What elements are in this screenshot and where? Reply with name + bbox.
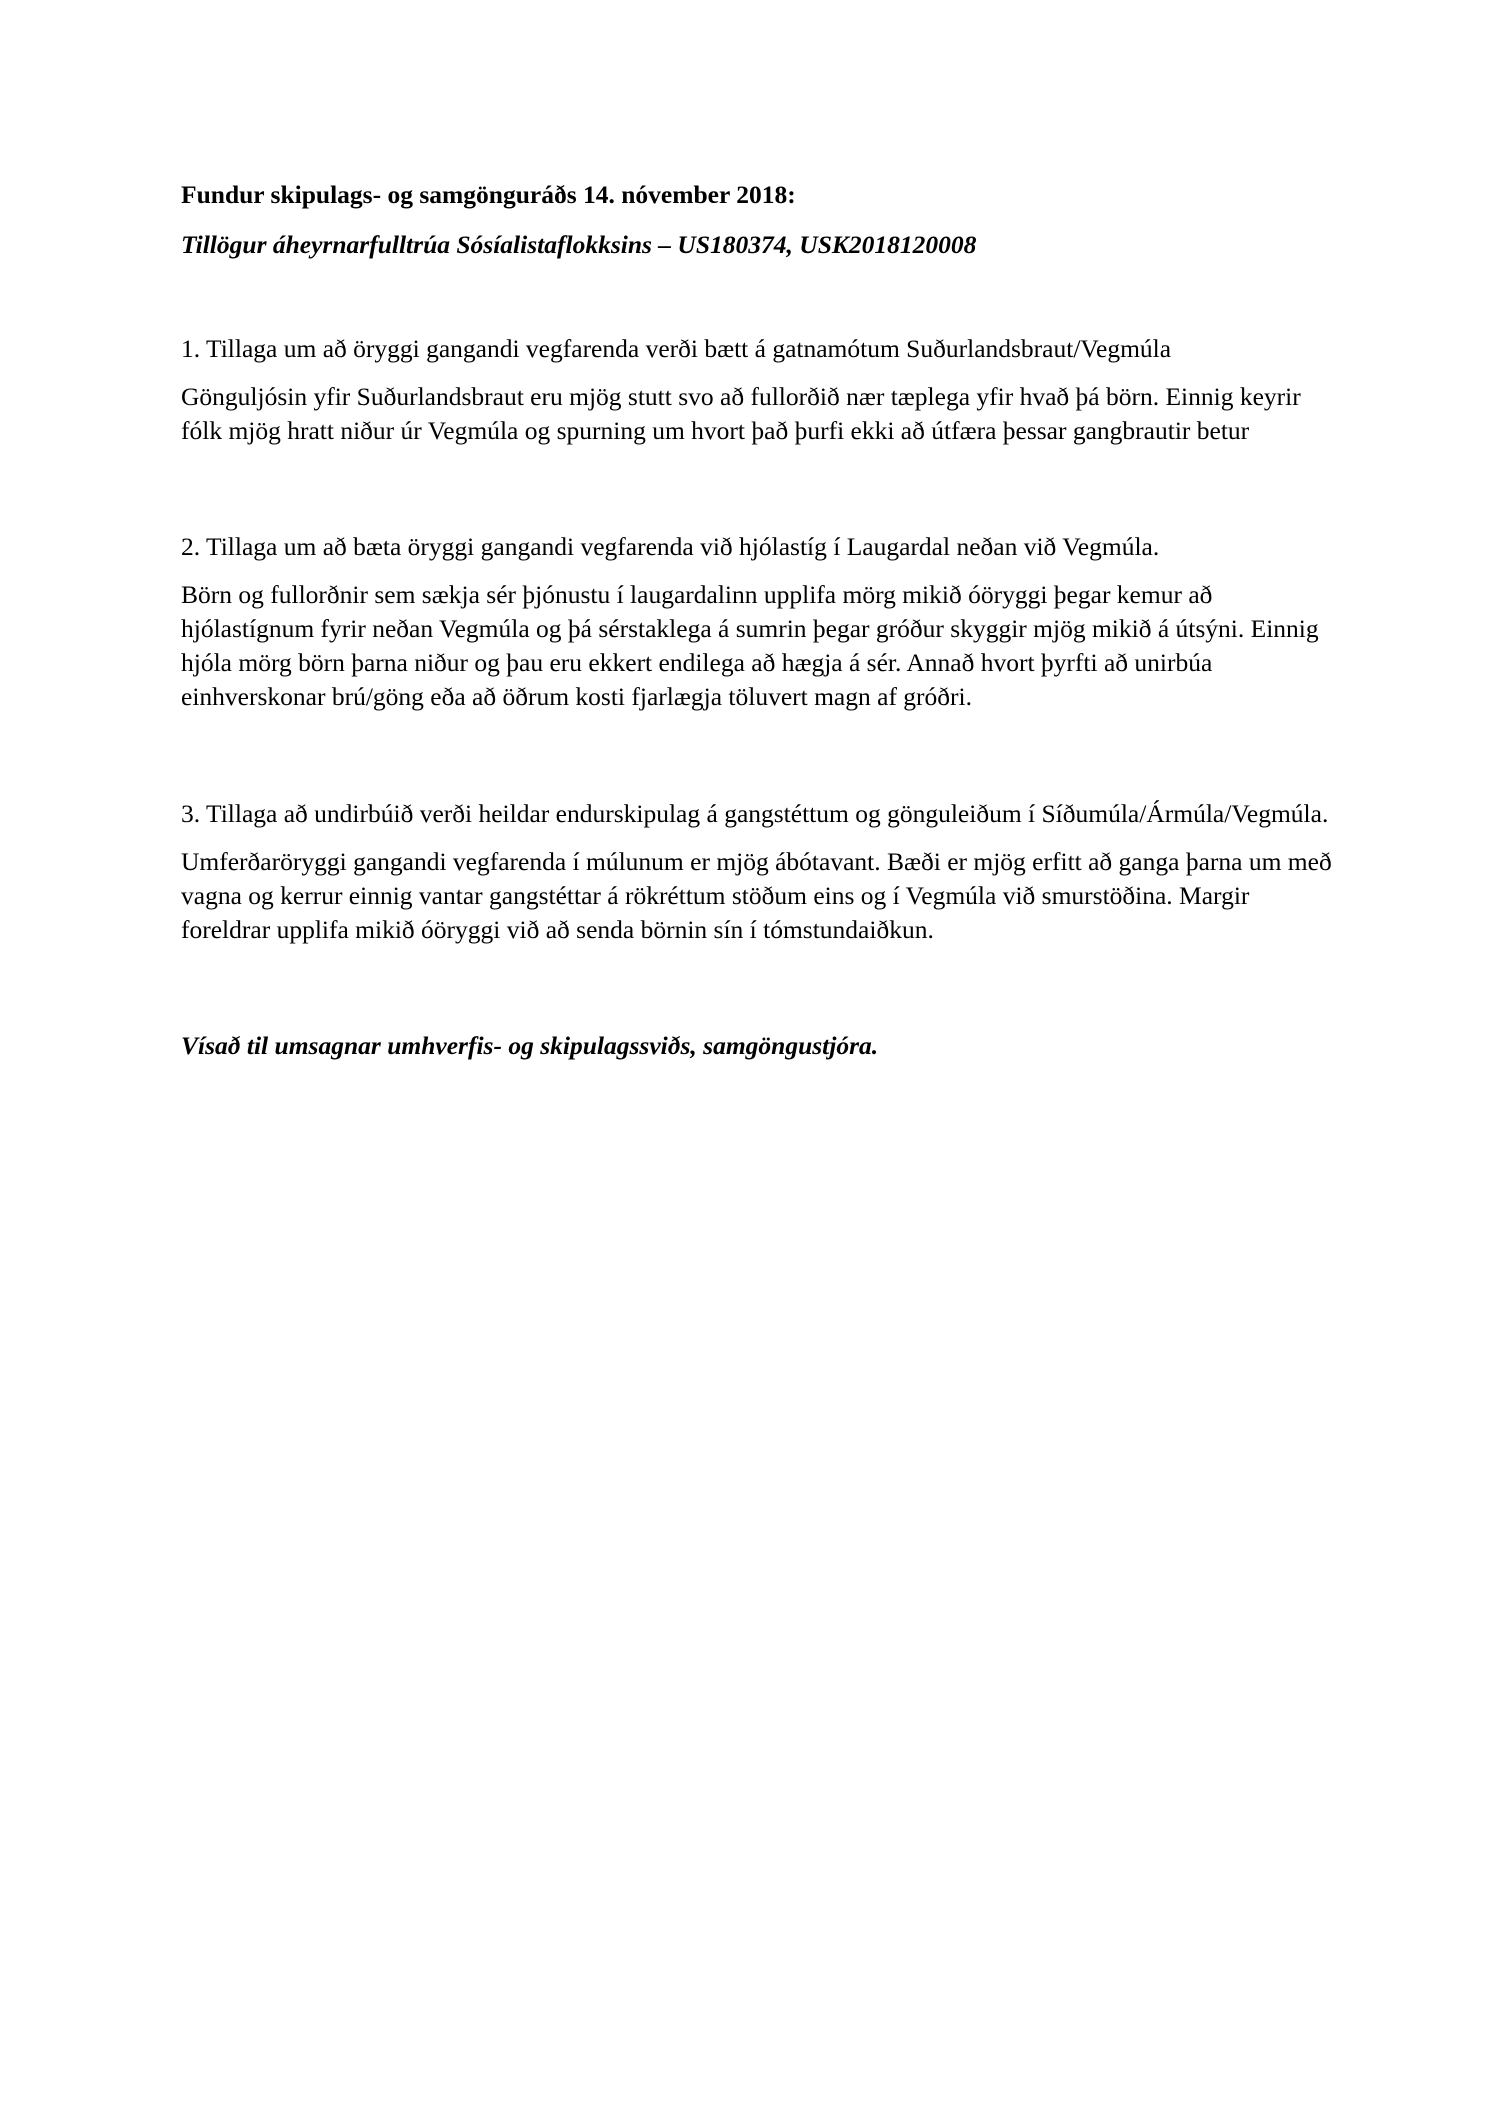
proposal-section-3 xyxy=(181,797,1341,947)
document-heading: Fundur skipulags- og samgönguráðs 14. nóvember 2018: xyxy=(181,180,796,209)
proposal-body-3: Umferðaröryggi gangandi vegfarenda í múlunum er mjög ábótavant. Bæði er mjög erfitt að ganga þarna um með vagna og kerrur einnig vantar gangstéttar á rökréttum stöðum eins og í Vegmúla við smurstöðina. Margir foreldrar upplifa mikið óöryggi við að senda börnin sín í tómstundaiðkun. xyxy=(181,847,1332,944)
document-subheading: Tillögur áheyrnarfulltrúa Sósíalistaflokksins – US180374, USK2018120008 xyxy=(181,230,977,259)
referral-note: Vísað til umsagnar umhverfis- og skipulagssviðs, samgöngustjóra. xyxy=(181,1031,879,1060)
proposal-title-2: 2. Tillaga um að bæta öryggi gangandi vegfarenda við hjólastíg í Laugardal neðan við Vegmúla. xyxy=(181,532,1160,561)
proposal-body-2: Börn og fullorðnir sem sækja sér þjónustu í laugardalinn upplifa mörg mikið óöryggi þegar kemur að hjólastígnum fyrir neðan Vegmúla og þá sérstaklega á sumrin þegar gróður skyggir mjög mikið á útsýni. Einnig hjóla mörg börn þarna niður og þau eru ekkert endilega að hægja á sér. Annað hvort þyrfti að unirbúa einhverskonar brú/göng eða að öðrum kosti fjarlægja töluvert magn af gróðri. xyxy=(181,580,1319,711)
proposal-section-2 xyxy=(181,530,1341,714)
proposal-title-3: 3. Tillaga að undirbúið verði heildar endurskipulag á gangstéttum og gönguleiðum í Síðumúla/Ármúla/Vegmúla. xyxy=(181,799,1329,828)
document-content xyxy=(181,178,1341,1063)
proposal-section-1 xyxy=(181,332,1341,448)
proposal-body-1: Gönguljósin yfir Suðurlandsbraut eru mjög stutt svo að fullorðið nær tæplega yfir hvað þá börn. Einnig keyrir fólk mjög hratt niður úr Vegmúla og spurning um hvort það þurfi ekki að útfæra þessar gangbrautir betur xyxy=(181,382,1301,445)
proposal-title-1: 1. Tillaga um að öryggi gangandi vegfarenda verði bætt á gatnamótum Suðurlandsbraut/Vegmúla xyxy=(181,334,1172,363)
